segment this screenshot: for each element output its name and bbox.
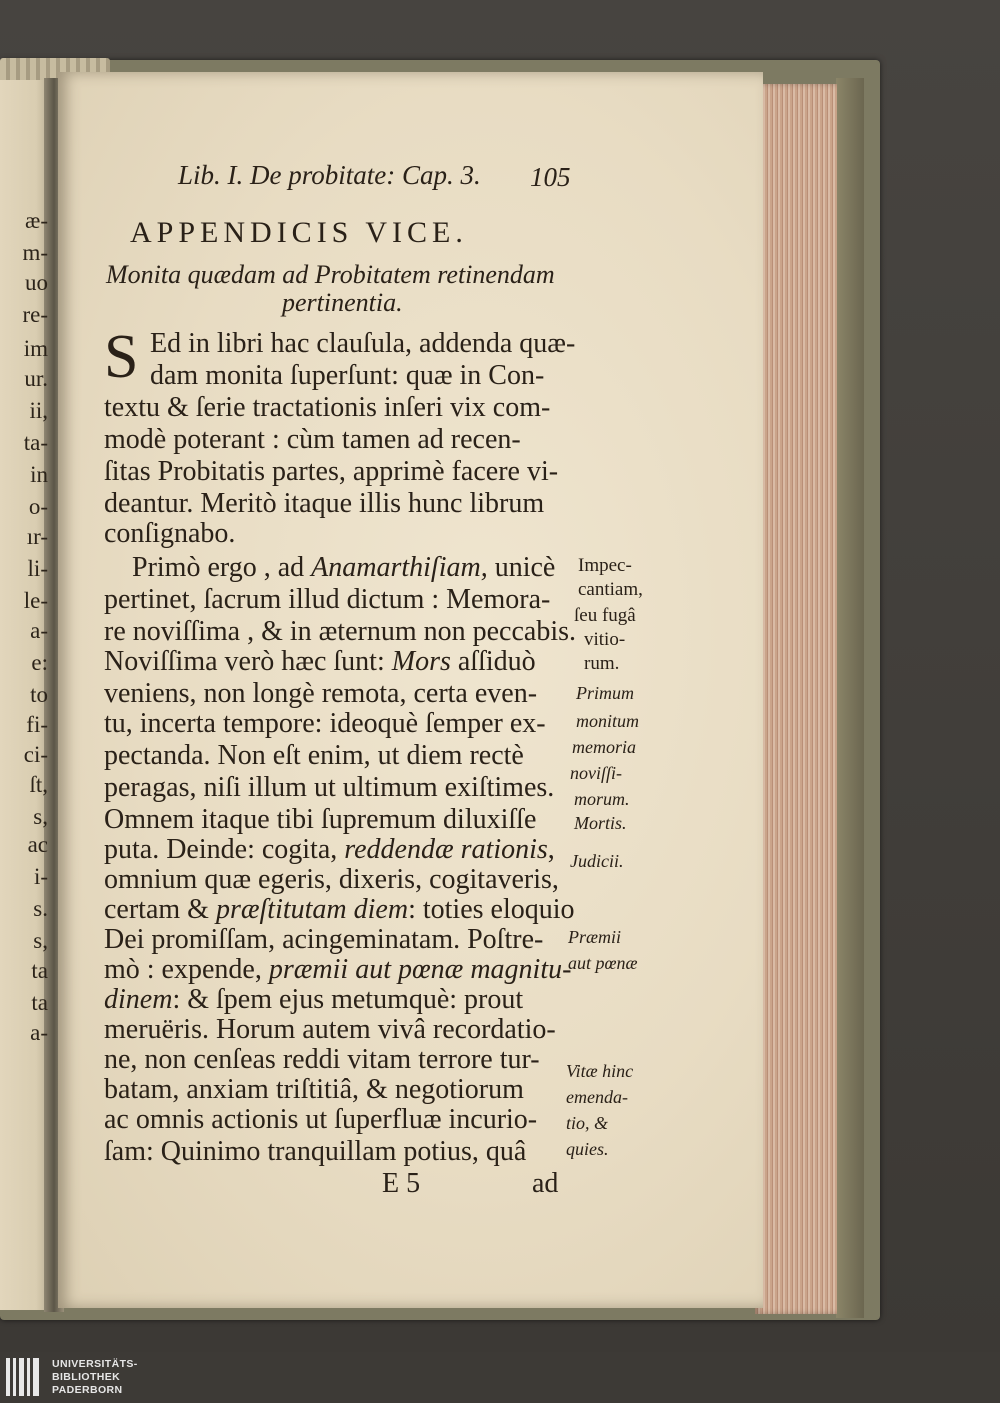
margin-note: memoria (572, 737, 636, 757)
left-page-fragment: ur. (24, 366, 48, 391)
body-line: deantur. Meritò itaque illis hunc librum (104, 488, 545, 519)
left-page-fragment: i- (33, 864, 48, 889)
term-reddendae-rationis: reddendæ rationis (344, 834, 548, 865)
body-line: tu, incerta tempore: ideoquè ſemper ex- (104, 708, 546, 739)
left-page-fragment: ac (27, 832, 48, 857)
body-line: textu & ſerie tractationis inſeri vix com- (104, 392, 551, 423)
body-line: meruëris. Horum autem vivâ recordatio- (104, 1014, 556, 1045)
left-page-fragment: m- (22, 240, 48, 265)
body-line: puta. Deinde: cogita, reddendæ rationis, (104, 834, 555, 865)
left-page-fragment: s. (33, 896, 48, 921)
body-line: omnium quæ egeris, dixeris, cogitaveris, (104, 864, 559, 895)
left-page-fragment: ii, (29, 398, 48, 423)
margin-note: tio, & (566, 1113, 609, 1133)
subtitle-line-2: pertinentia. (282, 288, 403, 317)
left-page-fragment: o- (28, 494, 48, 519)
body-line: conſignabo. (104, 518, 236, 549)
margin-note: quies. (566, 1139, 609, 1159)
margin-note: Vitæ hinc (566, 1061, 634, 1081)
body-line: pectanda. Non eſt enim, ut diem rectè (104, 740, 524, 771)
body-line: Omnem itaque tibi ſupremum diluxiſſe (104, 804, 537, 835)
margin-note: vitio- (584, 629, 626, 650)
page-number: 105 (530, 162, 571, 192)
margin-note: Primum (576, 683, 634, 703)
left-page-fragment: ſt, (29, 772, 48, 797)
term-mors: Mors (391, 646, 451, 677)
body-line: ſam: Quinimo tranquillam potius, quâ (104, 1136, 527, 1167)
library-name-line-3: PADERBORN (52, 1384, 123, 1396)
term-praemii-aut-poenae: præmii aut pœnæ magnitu- (268, 954, 572, 985)
left-page-fragment: uo (25, 270, 48, 295)
body-line: certam & præſtitutam diem: toties eloquio (104, 894, 575, 925)
subtitle-line-1: Monita quædam ad Probitatem retinendam (106, 260, 555, 289)
body-line: ne, non cenſeas reddi vitam terrore tur- (104, 1044, 540, 1075)
margin-note: noviſſi- (570, 763, 622, 783)
library-name-line-1: UNIVERSITÄTS- (52, 1358, 138, 1370)
body-line: mò : expende, præmii aut pœnæ magnitu- (104, 954, 572, 985)
left-page-fragment: in (30, 462, 48, 487)
margin-note: Mortis. (574, 813, 627, 833)
left-page-fragment: ta- (23, 430, 48, 455)
left-page-fragment: ta (31, 958, 48, 983)
term-anamarthisiam: Anamarthiſiam, (311, 552, 488, 583)
body-line: veniens, non longè remota, certa even- (104, 678, 538, 709)
body-line: dam monita ſuperſunt: quæ in Con- (150, 360, 545, 391)
left-page-fragment: s, (33, 928, 48, 953)
left-page-fragment: s, (33, 804, 48, 829)
fore-edge-shadow (836, 78, 864, 1318)
margin-note: cantiam, (578, 579, 643, 600)
margin-note: Impec- (578, 555, 632, 576)
body-line: ſitas Probitatis partes, apprimè facere vi- (104, 456, 559, 487)
library-logo-icon (6, 1358, 42, 1396)
margin-note: Præmii (568, 927, 622, 947)
body-line: pertinet, ſacrum illud dictum : Memora- (104, 584, 551, 615)
body-line: batam, anxiam triſtitiâ, & negotiorum (104, 1074, 524, 1105)
left-page-fragment: a- (30, 618, 48, 643)
section-title: APPENDICIS VICE. (130, 216, 468, 249)
left-page-fragment: a- (30, 1020, 48, 1045)
left-page-fragment: ır- (26, 524, 48, 549)
margin-note: aut pœnæ (568, 953, 638, 973)
left-page-fragment: li- (27, 556, 48, 581)
body-line: modè poterant : cùm tamen ad recen- (104, 424, 521, 455)
margin-note: Judicii. (570, 851, 624, 871)
body-line: dinem: & ſpem ejus metumquè: prout (104, 984, 524, 1015)
body-line: Noviſſima verò hæc ſunt: Mors aſſiduò (104, 646, 536, 677)
catchword: ad (532, 1168, 559, 1199)
left-page-fragment: fi- (26, 712, 48, 737)
margin-note: rum. (584, 653, 620, 674)
drop-cap: S (104, 323, 139, 391)
left-page-fragment: re- (22, 302, 48, 327)
margin-note: ſeu fugâ (574, 605, 636, 626)
left-page-fragment: to (30, 682, 48, 707)
term-praestitutam-diem: præſtitutam diem (215, 894, 409, 925)
running-head: Lib. I. De probitate: Cap. 3. (178, 160, 481, 190)
left-page-fragment: ci- (23, 742, 48, 767)
body-line: Dei promiſſam, acingeminatam. Poſtre- (104, 924, 544, 955)
left-page-fragment: le- (23, 588, 48, 613)
body-line: peragas, niſi illum ut ultimum exiſtimes. (104, 772, 555, 803)
body-line: Primò ergo , ad Anamarthiſiam, unicè (132, 552, 556, 583)
body-line: re noviſſima , & in æternum non peccabis. (104, 616, 577, 647)
margin-note: morum. (574, 789, 630, 809)
body-line: ac omnis actionis ut ſuperfluæ incurio- (104, 1104, 538, 1135)
margin-note: monitum (576, 711, 639, 731)
library-footer (0, 1352, 1000, 1403)
left-page-fragment: æ- (25, 208, 48, 233)
page-fore-edge (755, 84, 837, 1314)
library-name-line-2: BIBLIOTHEK (52, 1371, 121, 1383)
left-page-fragment: im (23, 336, 48, 361)
signature-mark: E 5 (382, 1168, 421, 1199)
left-page-fragment: e: (31, 650, 48, 675)
margin-note: emenda- (566, 1087, 628, 1107)
left-page-fragment: ta (31, 990, 48, 1015)
body-line: Ed in libri hac clauſula, addenda quæ- (150, 328, 576, 359)
